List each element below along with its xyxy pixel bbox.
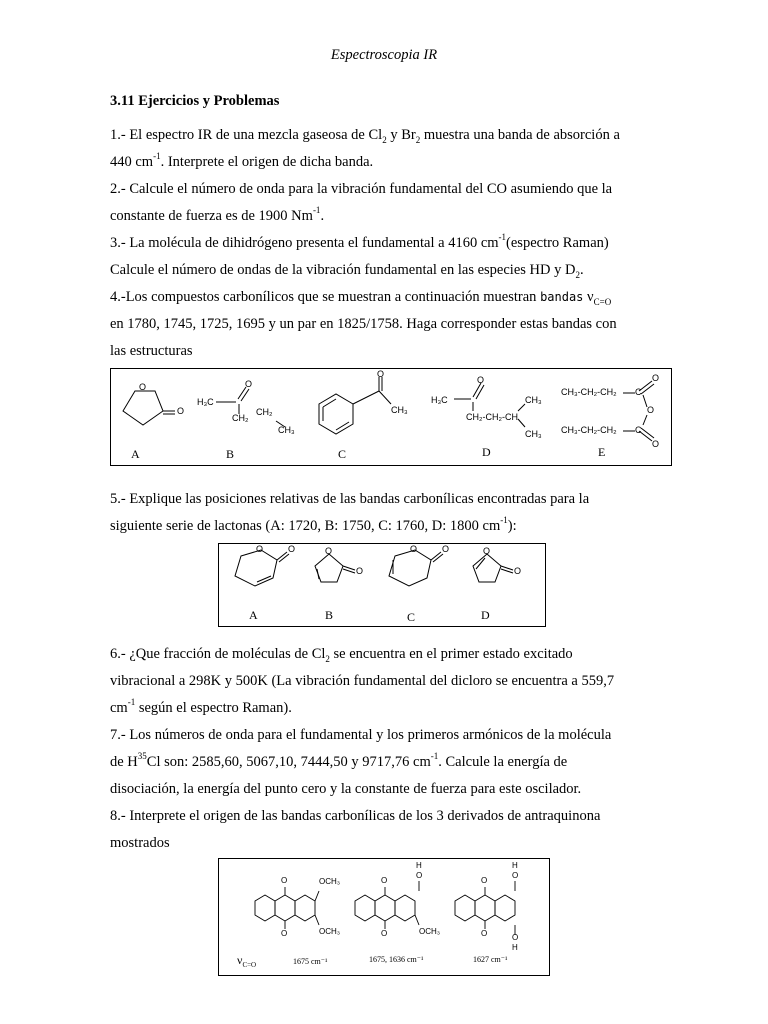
atom-label: H₃C xyxy=(431,395,448,405)
atom-label: O xyxy=(177,406,185,416)
band-label-1: 1675 cm⁻¹ xyxy=(293,957,328,966)
atom-label: H xyxy=(512,943,518,952)
lactone-a xyxy=(235,550,289,586)
structure-label-a: A xyxy=(131,447,140,461)
problem-3-line-2: Calcule el número de ondas de la vibración fundamental en las especies HD y $D_2$. xyxy=(110,262,584,280)
atom-label: O xyxy=(381,929,388,938)
atom-label: O xyxy=(256,544,264,554)
atom-label: O xyxy=(139,382,147,392)
problem-2-line-2: constante de fuerza es de 1900 $Nm^{-1}$. xyxy=(110,205,325,224)
atom-label: C xyxy=(635,387,642,397)
structure-label-c: C xyxy=(338,447,347,461)
atom-label: O xyxy=(356,566,364,576)
structure-b xyxy=(216,387,285,427)
atom-label: O xyxy=(410,544,418,554)
structure-label-d: D xyxy=(482,445,491,459)
problem-1-line-1: 1.- El espectro IR de una mezcla gaseosa de $Cl_2$ y $Br_2$ muestra una banda de absorción a xyxy=(110,127,620,145)
lactone-c xyxy=(389,550,443,586)
atom-label: OCH₃ xyxy=(319,877,341,886)
band-label-3: 1627 cm⁻¹ xyxy=(473,955,508,964)
problem-6-line-1: 6.- ¿Que fracción de moléculas de $Cl_2$ se encuentra en el primer estado excitado xyxy=(110,646,573,664)
anthraquinone-2 xyxy=(355,881,419,929)
lactone-label-c: C xyxy=(407,610,416,624)
atom-label: C xyxy=(635,425,642,435)
problem-5-line-1: 5.- Explique las posiciones relativas de las bandas carbonílicas encontradas para la xyxy=(110,491,590,507)
structure-a xyxy=(123,391,175,425)
problem-4-line-3: las estructuras xyxy=(110,343,193,359)
atom-label: CH₂ xyxy=(232,413,249,423)
problem-5-line-2: siguiente serie de lactonas (A: 1720, B: 1750, C: 1760, D: 1800 $cm^{-1}$): xyxy=(110,515,517,534)
problem-4-line-2: en 1780, 1745, 1725, 1695 y un par en 1825/1758. Haga corresponder estas bandas con xyxy=(110,316,617,332)
atom-label: O xyxy=(514,566,522,576)
problem-7-line-3: disociación, la energía del punto cero y la constante de fuerza para este oscilador. xyxy=(110,781,582,797)
problem-8-line-1: 8.- Interprete el origen de las bandas carbonílicas de los 3 derivados de antraquinona xyxy=(110,808,601,824)
atom-label: O xyxy=(381,876,388,885)
problem-7-line-1: 7.- Los números de onda para el fundamental y los primeros armónicos de la molécula xyxy=(110,727,612,743)
lactone-label-a: A xyxy=(249,608,258,622)
atom-label: O xyxy=(647,405,655,415)
atom-label: O xyxy=(377,369,385,379)
anthraquinone-1 xyxy=(255,887,319,929)
section-title: 3.11 Ejercicios y Problemas xyxy=(110,93,280,109)
atom-label: O xyxy=(512,933,519,942)
atom-label: CH₃ xyxy=(278,425,295,435)
atom-label: O xyxy=(281,929,288,938)
atom-label: H₃C xyxy=(197,397,214,407)
atom-label: CH₃ xyxy=(525,429,542,439)
structure-label-e: E xyxy=(598,445,606,459)
atom-label: CH₃ xyxy=(391,405,408,415)
atom-label: CH₂-CH₂-CH xyxy=(466,412,518,422)
carbonyl-structures-figure xyxy=(110,368,672,466)
atom-label: O xyxy=(442,544,450,554)
atom-label: O xyxy=(512,871,519,880)
lactone-label-b: B xyxy=(325,608,334,622)
atom-label: O xyxy=(477,375,485,385)
atom-label: CH₃-CH₂-CH₂ xyxy=(561,425,617,435)
problem-6-line-2: vibracional a 298K y 500K (La vibración fundamental del dicloro se encuentra a 559,7 xyxy=(110,673,615,689)
atom-label: O xyxy=(281,876,288,885)
anthraquinones-figure xyxy=(218,858,550,976)
problem-4-line-1: 4.-Los compuestos carbonílicos que se muestran a continuación muestran bandas $\nu_{C=O}$ xyxy=(110,289,612,307)
nu-co-label: $\nu_{C=O}$ xyxy=(237,953,257,970)
lactones-figure xyxy=(218,543,546,627)
atom-label: O xyxy=(245,379,253,389)
anthraquinone-3 xyxy=(455,881,515,935)
atom-label: CH₃-CH₂-CH₂ xyxy=(561,387,617,397)
atom-label: O xyxy=(652,373,660,383)
atom-label: OCH₃ xyxy=(419,927,441,936)
atom-label: OCH₃ xyxy=(319,927,341,936)
band-label-2: 1675, 1636 cm⁻¹ xyxy=(369,955,424,964)
problem-8-line-2: mostrados xyxy=(110,835,170,851)
lactone-b xyxy=(315,554,355,582)
atom-label: CH₃ xyxy=(525,395,542,405)
atom-label: CH₂ xyxy=(256,407,273,417)
structure-label-b: B xyxy=(226,447,235,461)
atom-label: O xyxy=(483,546,491,556)
atom-label: O xyxy=(481,929,488,938)
atom-label: H xyxy=(416,861,422,870)
atom-label: O xyxy=(416,871,423,880)
problem-7-line-2: de $H^{35}Cl$ son: 2585,60, 5067,10, 7444,50 y 9717,76 $cm^{-1}$. Calcule la energía de xyxy=(110,751,568,770)
atom-label: O xyxy=(325,546,333,556)
lactone-label-d: D xyxy=(481,608,490,622)
problem-2-line-1: 2.- Calcule el número de onda para la vibración fundamental del CO asumiendo que la xyxy=(110,181,613,197)
problem-6-line-3: $cm^{-1}$ según el espectro Raman). xyxy=(110,697,292,716)
lactone-d xyxy=(473,554,513,582)
atom-label: O xyxy=(652,439,660,449)
structure-c xyxy=(319,377,391,434)
atom-label: O xyxy=(288,544,296,554)
page-header: Espectroscopia IR xyxy=(330,47,438,63)
problem-1-line-2: 440 $cm^{-1}$. Interprete el origen de dicha banda. xyxy=(110,151,374,170)
problem-3-line-1: 3.- La molécula de dihidrógeno presenta el fundamental a 4160 $cm^{-1}(espectro$ Raman) xyxy=(110,232,609,251)
atom-label: O xyxy=(481,876,488,885)
atom-label: H xyxy=(512,861,518,870)
